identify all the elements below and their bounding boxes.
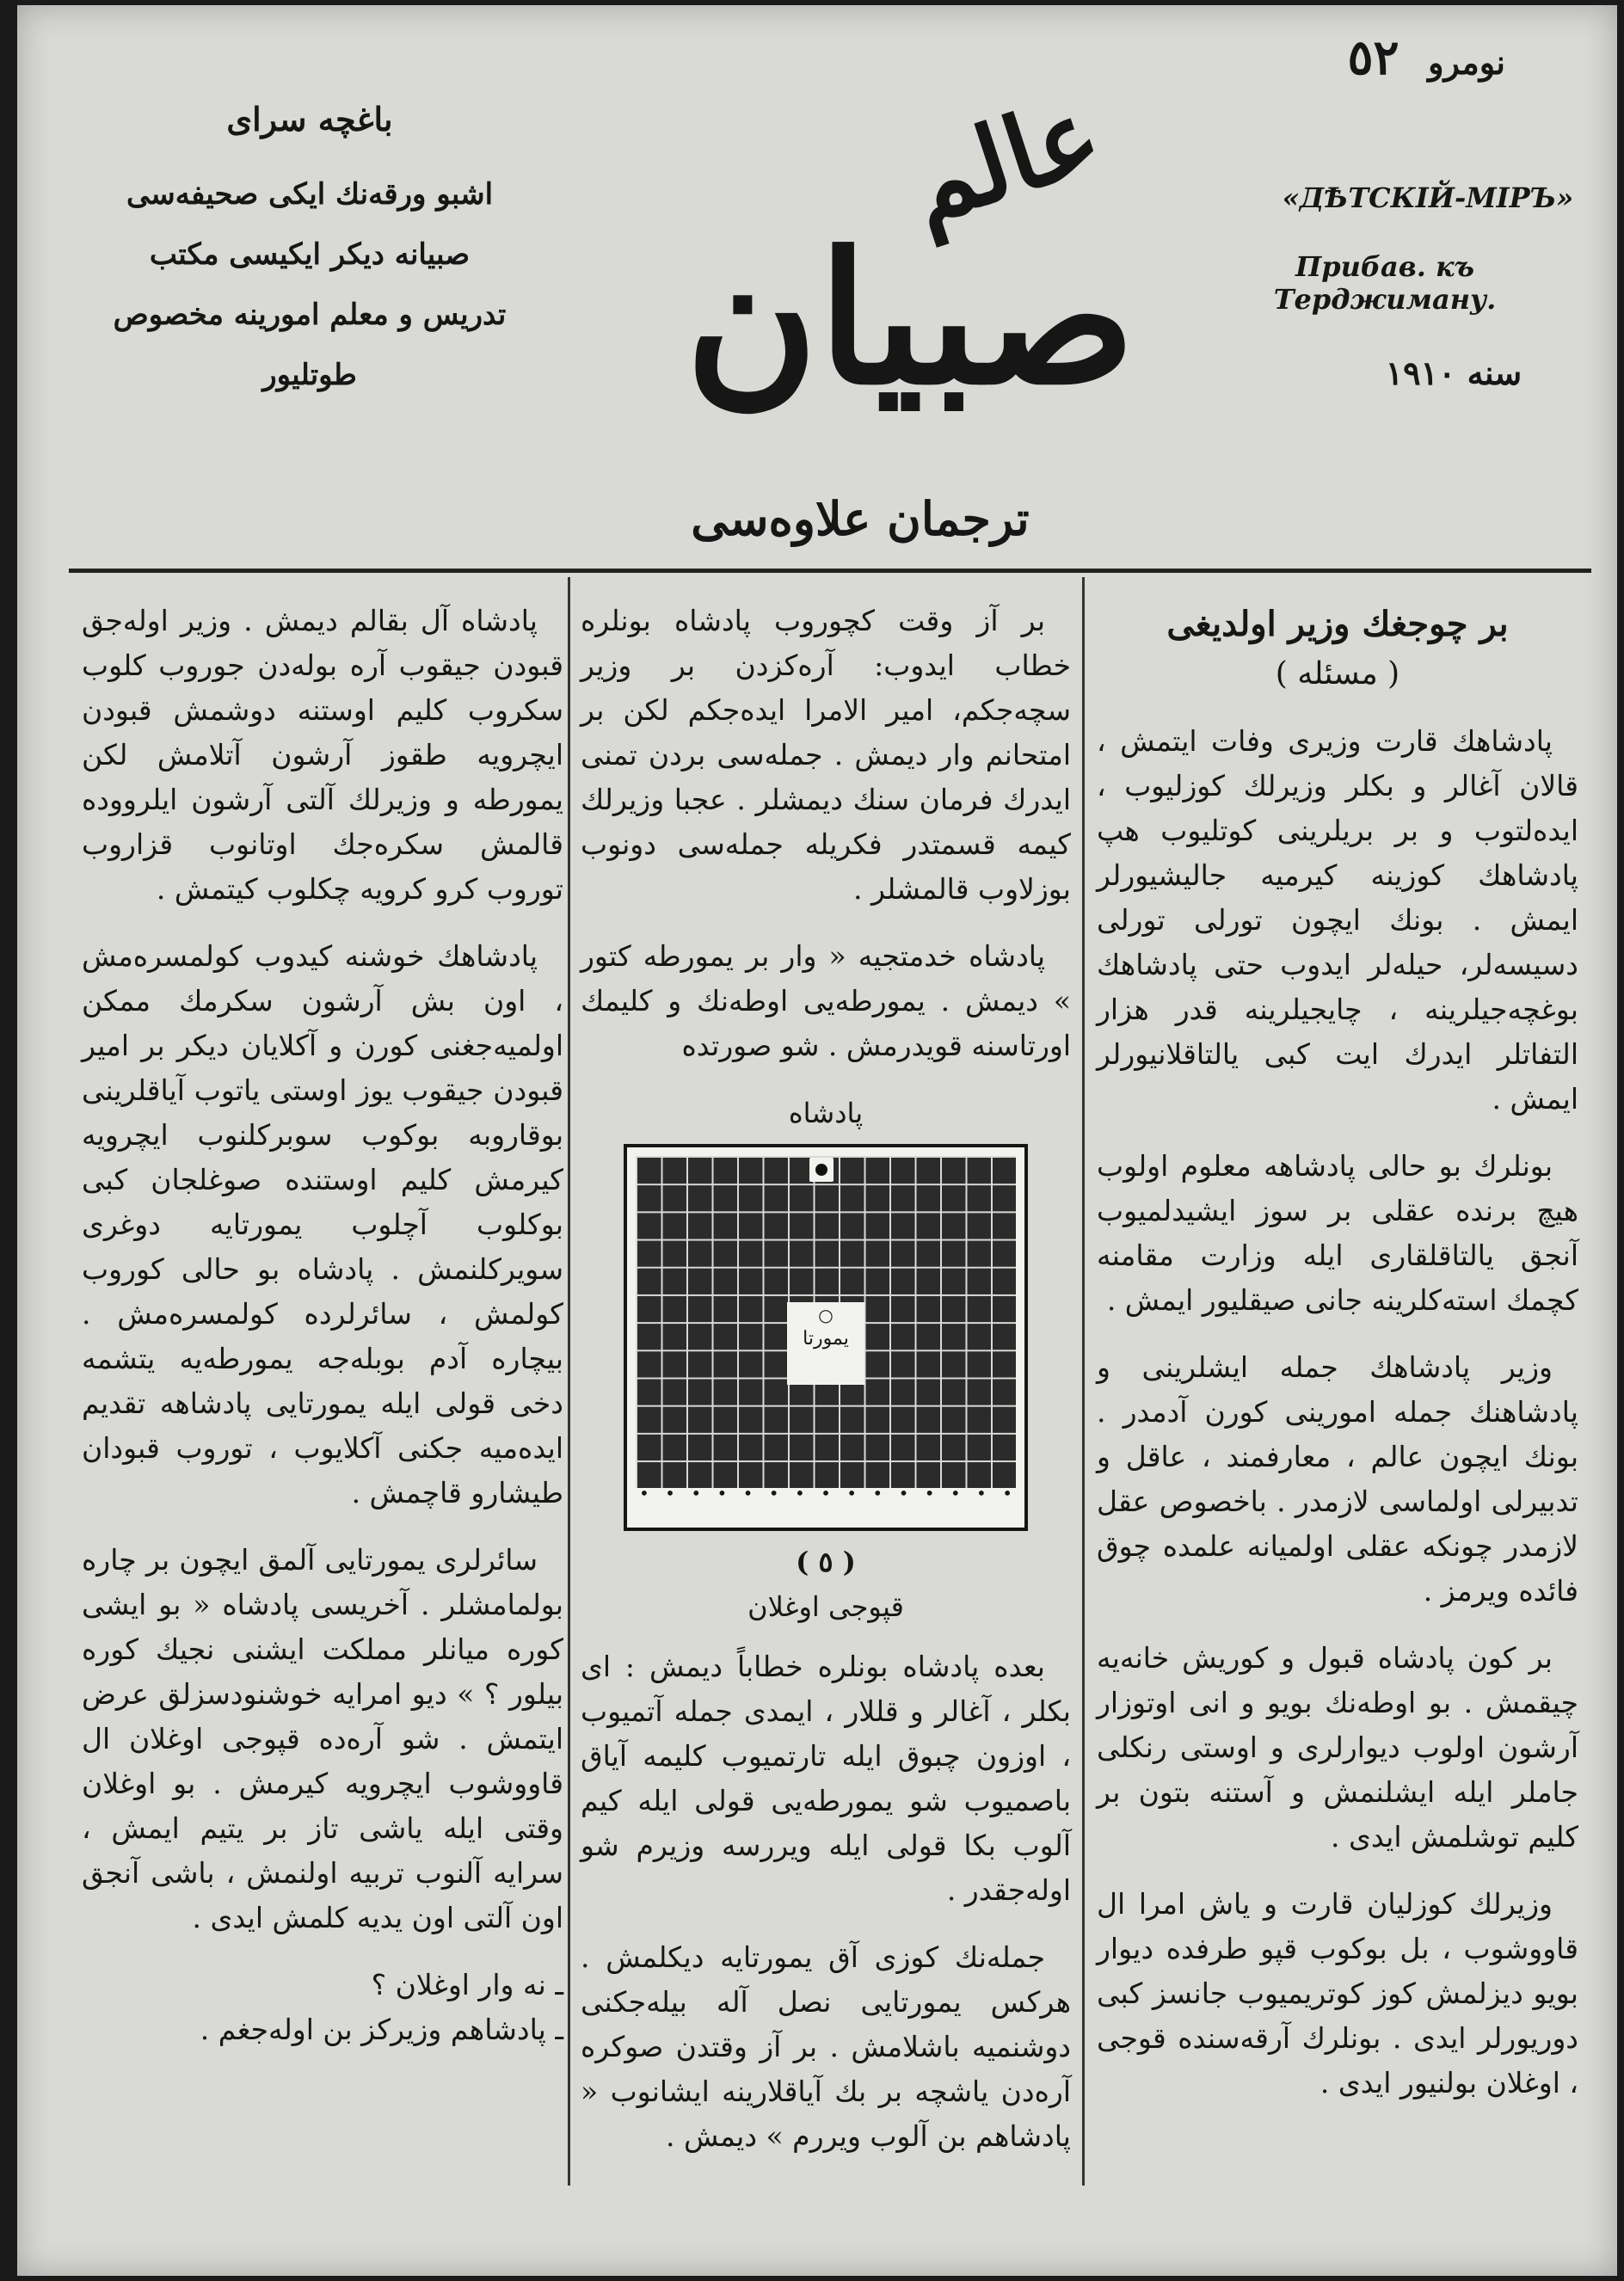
egg-icon: ○ bbox=[818, 1305, 834, 1325]
figure-label: قپوجی اوغلان bbox=[747, 1590, 904, 1623]
paragraph: وزیر پادشاهك جمله ایشلرینی و پادشاهنك جمله امورینی كورن آدمدر . بونك ایچون عالم ، معارفمند ، عاقل و تدبیرلی اولماسی لازمدر . باخصوص عقل لازمدر چونكه عقلی اولمیانه علمده چوق فائده ویرمز . bbox=[1097, 1350, 1578, 1608]
carpet-figure bbox=[624, 1144, 1028, 1531]
left-header-line: تدریس و معلم امورینه مخصوص bbox=[113, 298, 507, 332]
egg-marker bbox=[787, 1302, 864, 1385]
king-marker-icon bbox=[809, 1158, 834, 1182]
header-rule bbox=[69, 569, 1591, 573]
column-divider bbox=[1082, 577, 1085, 2186]
paragraph: پادشاه آل بقالم دیمش . وزیر اوله‌جق قبودن جیقوب آره بوله‌دن جوروب كلوب سكروب كلیم اوستنه دوشمش قبودن ایچرویه طقوز آرشون آتلامش لكن یمورطه و وزیرلك آلتی آرشون ایلرووده قالمش سكره‌جك اوتانوب قزاروب توروب كرو كرویه چكلوب كیتمش . bbox=[82, 604, 563, 906]
paragraph: پادشاهك قارت وزیری وفات ایتمش ، قالان آغالر و بكلر وزیرلك كوزلیوب ، ایده‌لتوب و بر بریلرینی كوتلیوب هپ پادشاهك كوزینه كیرمیه جالیشیورلر ایمش . بونك ایچون تورلی تورلی دسیسه‌لر، حیله‌لر ایدوب حتی پادشاهك بوغچه‌جیلرینه ، چایجیلرینه قدر هزار التفاتلر ایدرك ایت كبی یالتاقلانیورلر ایمش . bbox=[1097, 724, 1578, 1116]
article-subtitle: ( مسئله ) bbox=[1275, 656, 1400, 692]
egg-label: یمورتا bbox=[803, 1328, 849, 1350]
left-header-line: اشبو ورقه‌نك ایكی صحیفه‌سی bbox=[126, 177, 494, 212]
figure-caption: پادشاه bbox=[788, 1097, 864, 1129]
paragraph: بر كون پادشاه قبول و كوریش خانه‌یه چیقمش . بو اوطه‌نك بویو و انی اوتوزار آرشون اولوب دیوارلری و اوستی رنكلی جاملر ایله ایشلنمش و آستنه بتون بر كلیم توشلمش ایدی . bbox=[1097, 1641, 1578, 1854]
column-divider bbox=[568, 577, 570, 2186]
left-header-line: طوتلیور bbox=[262, 358, 357, 392]
article-column-right bbox=[1097, 599, 1578, 2128]
masthead-title bbox=[499, 72, 1153, 425]
russian-subtitle: Прибав. къ Терджиману. bbox=[1273, 250, 1497, 316]
masthead-title-main: صبیان bbox=[685, 212, 1135, 425]
paragraph: بعده پادشاه بونلره خطاباً دیمش : ای بكلر ، آغالر و قللار ، ایمدی جمله آتمیوب ، اوزون چبوق ایله تارتمیوب كلیمه آیاق باصمیوب شو یمورطه‌یی قولی ایله كیم آلوب بكا قولی ایله ویررسه وزیرم شو اوله‌جقدر . bbox=[581, 1650, 1071, 1907]
publication-year: سنه ۱۹۱۰ bbox=[1385, 354, 1522, 392]
dialogue-line: ـ پادشاهم وزیركز بن اوله‌جغم . bbox=[200, 2013, 563, 2046]
issue-number bbox=[1347, 29, 1505, 86]
left-header-subtitle: باغچه سرای bbox=[226, 100, 393, 138]
left-header-line: صبیانه دیكر ایكیسی مكتب bbox=[149, 237, 471, 272]
paragraph: سائرلری یمورتایی آلمق ایچون بر چاره بولمامشلر . آخریسی پادشاه « بو ایشی كوره میانلر مملكت ایشنی نجیك كوره بیلور ؟ » دیو امرایه خوشنودسزلق عرض ایتمش . شو آره‌ده قپوجی اوغلان ال قاووشوب ایچرویه كیرمش . بو اوغلان وقتی ایله یاشی تاز بر یتیم ایمش ، سرایه آلنوب تربیه اولنمش ، باشی آنجق اون آلتی اون یدیه كلمش ایدی . bbox=[82, 1543, 563, 1934]
masthead-title-top: عالم bbox=[894, 72, 1116, 249]
paragraph: بر آز وقت كچوروب پادشاه بونلره خطاب ایدوب: آره‌كزدن بر وزیر سچه‌جكم، امیر الامرا ایده‌جكم لكن بر امتحانم وار دیمش . جمله‌سی بردن تمنی ایدرك فرمان سنك دیمشلر . عجبا وزیرلك كیمه قسمتدر فكریله جمله‌سی دونوب بوزلاوب قالمشلر . bbox=[581, 604, 1071, 906]
supplement-title: ترجمان علاوه‌سی bbox=[691, 491, 1030, 546]
paragraph: جمله‌نك كوزی آق یمورتایه دیكلمش . هركس یمورتایی نصل آله بیله‌جكنی دوشنمیه باشلامش . بر آز وقتدن صوكره آره‌دن یاشچه بر بك آیاقلارینه ایشانوب « پادشاهم بن آلوب ویررم » دیمش . bbox=[581, 1940, 1071, 2153]
paragraph: وزیرلك كوزلیان قارت و یاش امرا ال قاووشوب ، بل بوكوب قپو طرفده دیوار بویو دیزلمش كوز كوتریمیوب جانسز كبی دوریورلر ایدی . بونلرك آرقه‌سنده قوجی ، اوغلان بولنیور ایدی . bbox=[1097, 1887, 1578, 2100]
issue-label: نومرو bbox=[1428, 43, 1505, 82]
paragraph: پادشاه خدمتجیه « وار بر یمورطه كتور » دیمش . یمورطه‌یی اوطه‌نك و كلیمك اورتاسنه قویدرمش . شو صورتده bbox=[581, 939, 1071, 1062]
dialogue-line: ـ نه وار اوغلان ؟ bbox=[371, 1968, 563, 2001]
door-dots: • • • • • • • • • • • • • • • bbox=[639, 1483, 1012, 1503]
paragraph: پادشاهك خوشنه كیدوب كولمسره‌مش ، اون بش آرشون سكرمك ممكن اولمیه‌جغنی كورن و آكلایان دیكر بر امیر قبودن جیقوب یوز اوستی یاتوب آیاقلرینی بوقاروبه بوكوب سوبركلنوب ایچرویه كیرمش كلیم اوستنده صوغلجان كبی بوكلوب آچلوب یمورتایه دوغری سویركلنمش . پادشاه بو حالی كوروب كولمش ، سائرلرده كولمسره‌مش . بیچاره آدم بوبله‌جه یمورطه‌یه یتشمه دخی قولی ایله یمورتایی پادشاهه تقدیم ایده‌میه جكنی آكلایوب ، توروب قبودان طیشارو قاچمش . bbox=[82, 939, 563, 1509]
article-title: بر چوجغك وزیر اولدیغی bbox=[1166, 604, 1509, 644]
issue-value: ٥٢ bbox=[1347, 29, 1399, 86]
article-column-left bbox=[82, 599, 563, 2052]
figure-number: ( ٥ ) bbox=[796, 1546, 856, 1578]
article-column-middle bbox=[581, 599, 1071, 2181]
russian-title: «ДѢТСКІЙ-МІРЪ» bbox=[1282, 181, 1574, 214]
left-header-notice bbox=[77, 100, 542, 405]
newspaper-page bbox=[17, 5, 1617, 2276]
paragraph: بونلرك بو حالی پادشاهه معلوم اولوب هیچ برنده عقلی بر سوز ایشیدلمیوب آنجق یالتاقلقاری ایله وزارت مقامنه كچمك استه‌كلرینه جانی صیقلیور ایمش . bbox=[1097, 1149, 1578, 1317]
